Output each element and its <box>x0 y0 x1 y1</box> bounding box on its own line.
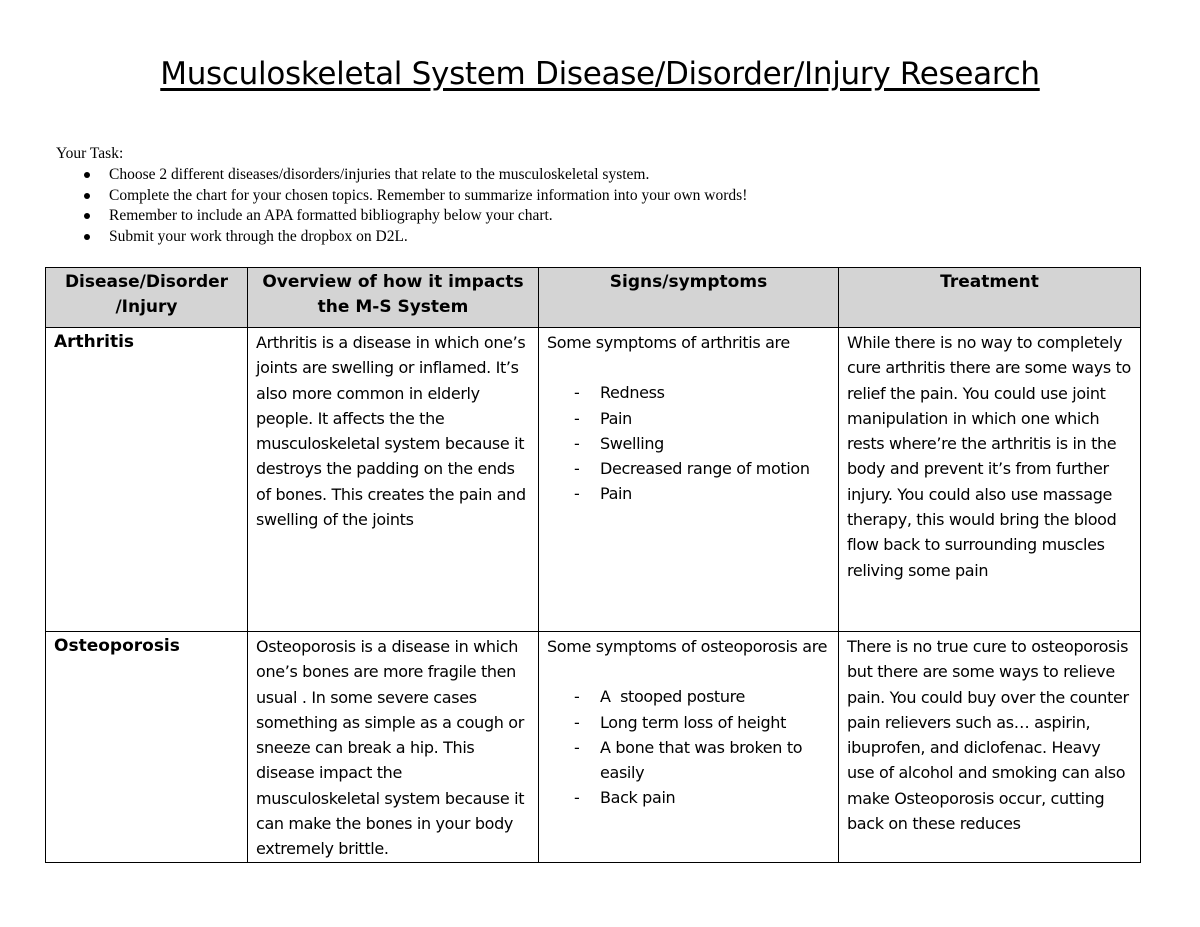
header-disease: Disease/Disorder /Injury <box>46 268 248 328</box>
header-row <box>46 268 1141 328</box>
treatment-cell: There is no true cure to osteoporosis but there are some ways to relieve pain. You could buy over the counter pain relievers such as… aspirin, ibuprofen, and diclofenac. Heavy use of alcohol and smoking can also make Osteoporosis occur, cutting back on these reduces <box>839 632 1141 863</box>
list-item: - Decreased range of motion <box>600 456 830 481</box>
signs-cell <box>539 328 839 632</box>
list-item: - Long term loss of height <box>600 710 830 735</box>
task-list <box>56 165 747 248</box>
task-item: Remember to include an APA formatted bibliography below your chart. <box>109 206 747 227</box>
list-item: - A bone that was broken to easily <box>600 735 830 786</box>
header-signs: Signs/symptoms <box>539 268 839 328</box>
table-row <box>46 328 1141 632</box>
task-item: Choose 2 different diseases/disorders/injuries that relate to the musculoskeletal system. <box>109 165 747 186</box>
task-heading: Your Task: <box>56 145 124 162</box>
list-item: - Back pain <box>600 785 830 810</box>
overview-cell: Osteoporosis is a disease in which one’s bones are more fragile then usual . In some severe cases something as simple as a cough or sneeze can break a hip. This disease impact the musculoskeletal system because it can make the bones in your body extremely brittle. <box>248 632 539 863</box>
header-treatment: Treatment <box>839 268 1141 328</box>
page-title: Musculoskeletal System Disease/Disorder/Injury Research <box>160 56 1040 92</box>
signs-list <box>547 684 830 810</box>
list-item: - A stooped posture <box>600 684 830 709</box>
disease-name: Osteoporosis <box>46 632 248 863</box>
table-row <box>46 632 1141 863</box>
signs-intro: Some symptoms of arthritis are <box>547 333 790 352</box>
disease-name: Arthritis <box>46 328 248 632</box>
task-item: Submit your work through the dropbox on D2L. <box>109 227 747 248</box>
overview-cell: Arthritis is a disease in which one’s joints are swelling or inflamed. It’s also more common in elderly people. It affects the the musculoskeletal system because it destroys the padding on the ends of bones. This creates the pain and swelling of the joints <box>248 328 539 632</box>
treatment-cell: While there is no way to completely cure arthritis there are some ways to relief the pain. You could use joint manipulation in which one which rests where’re the arthritis is in the body and prevent it’s from further injury. You could also use massage therapy, this would bring the blood flow back to surrounding muscles reliving some pain <box>839 328 1141 632</box>
signs-cell <box>539 632 839 863</box>
header-overview: Overview of how it impacts the M-S System <box>248 268 539 328</box>
task-item: Complete the chart for your chosen topics. Remember to summarize information into your own words! <box>109 186 747 207</box>
signs-intro: Some symptoms of osteoporosis are <box>547 637 828 656</box>
list-item: - Pain <box>600 481 830 506</box>
signs-list <box>547 380 830 506</box>
list-item: - Swelling <box>600 431 830 456</box>
task-instructions <box>56 144 747 248</box>
list-item: - Pain <box>600 406 830 431</box>
research-chart <box>45 267 1141 863</box>
list-item: - Redness <box>600 380 830 405</box>
